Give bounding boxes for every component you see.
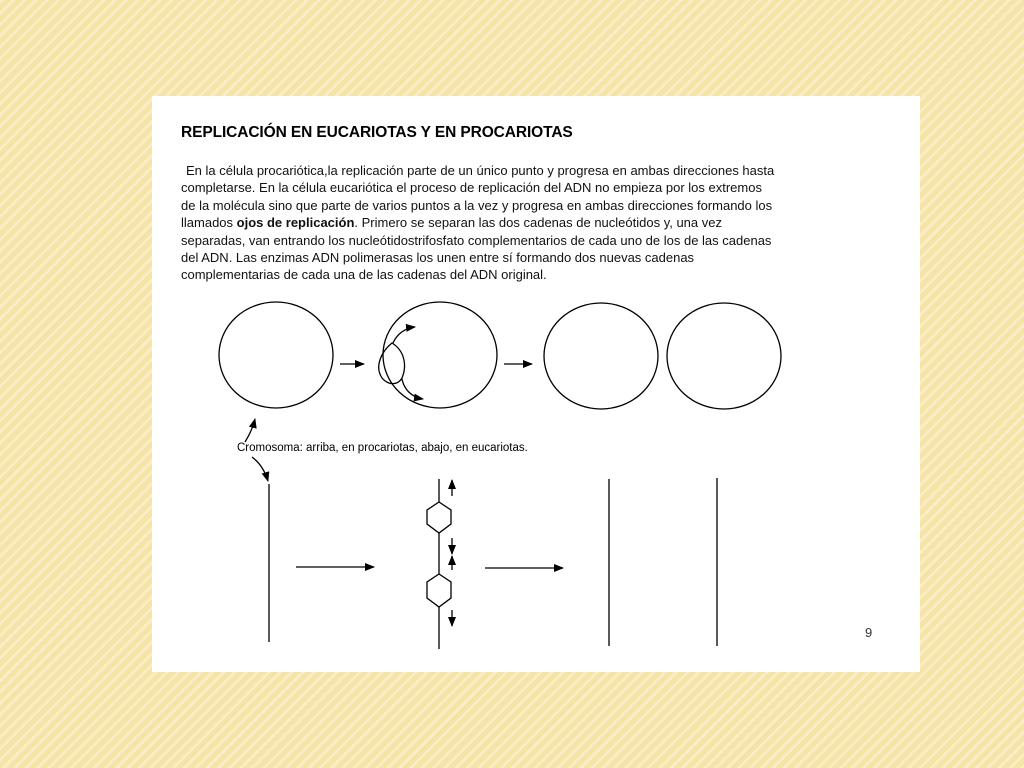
paragraph-line-1: En la célula procariótica,la replicación parte de un único punto y progresa en ambas direcciones hasta xyxy=(186,163,775,178)
paragraph-line-4-start: llamados xyxy=(181,215,237,231)
paragraph-line-6: del ADN. Las enzimas ADN polimerasas los unen entre sí formando dos nuevas cadenas xyxy=(181,250,695,266)
replication-eye-1 xyxy=(427,502,451,533)
replication-bubble xyxy=(379,343,405,384)
page-number: 9 xyxy=(865,625,873,640)
replication-fork-arrow-down xyxy=(402,379,423,399)
replication-eyes-term: ojos de replicación xyxy=(236,215,355,231)
paragraph-line-2: completarse. En la célula eucariótica el proceso de replicación del ADN no empieza por los extremos xyxy=(181,180,762,196)
prokaryote-chromosome-initial xyxy=(219,302,333,408)
caption-arrow-down xyxy=(252,457,268,481)
paragraph-line-7: complementarias de cada una de las cadenas del ADN original. xyxy=(181,267,547,283)
caption-arrow-up xyxy=(245,419,255,442)
slide xyxy=(152,96,920,672)
paragraph-line-5: separadas, van entrando los nucleótidostrifosfato complementarios de cada uno de los de las cadenas xyxy=(181,232,772,248)
prokaryote-chromosome-replicating xyxy=(383,302,497,408)
paragraph-line-3: de la molécula sino que parte de varios puntos a la vez y progresa en ambas direcciones formando los xyxy=(181,197,773,213)
slide-title: REPLICACIÓN EN EUCARIOTAS Y EN PROCARIOTAS xyxy=(181,124,573,141)
paragraph-line-4-end: . Primero se separan las dos cadenas de nucleótidos y, una vez xyxy=(354,215,722,231)
replication-fork-arrow-up xyxy=(393,327,415,343)
figure-caption: Cromosoma: arriba, en procariotas, abajo, en eucariotas. xyxy=(237,442,528,454)
prokaryote-daughter-chromosome-1 xyxy=(544,303,658,409)
prokaryote-daughter-chromosome-2 xyxy=(667,303,781,409)
replication-eye-2 xyxy=(427,574,451,607)
replication-diagram xyxy=(152,96,920,672)
